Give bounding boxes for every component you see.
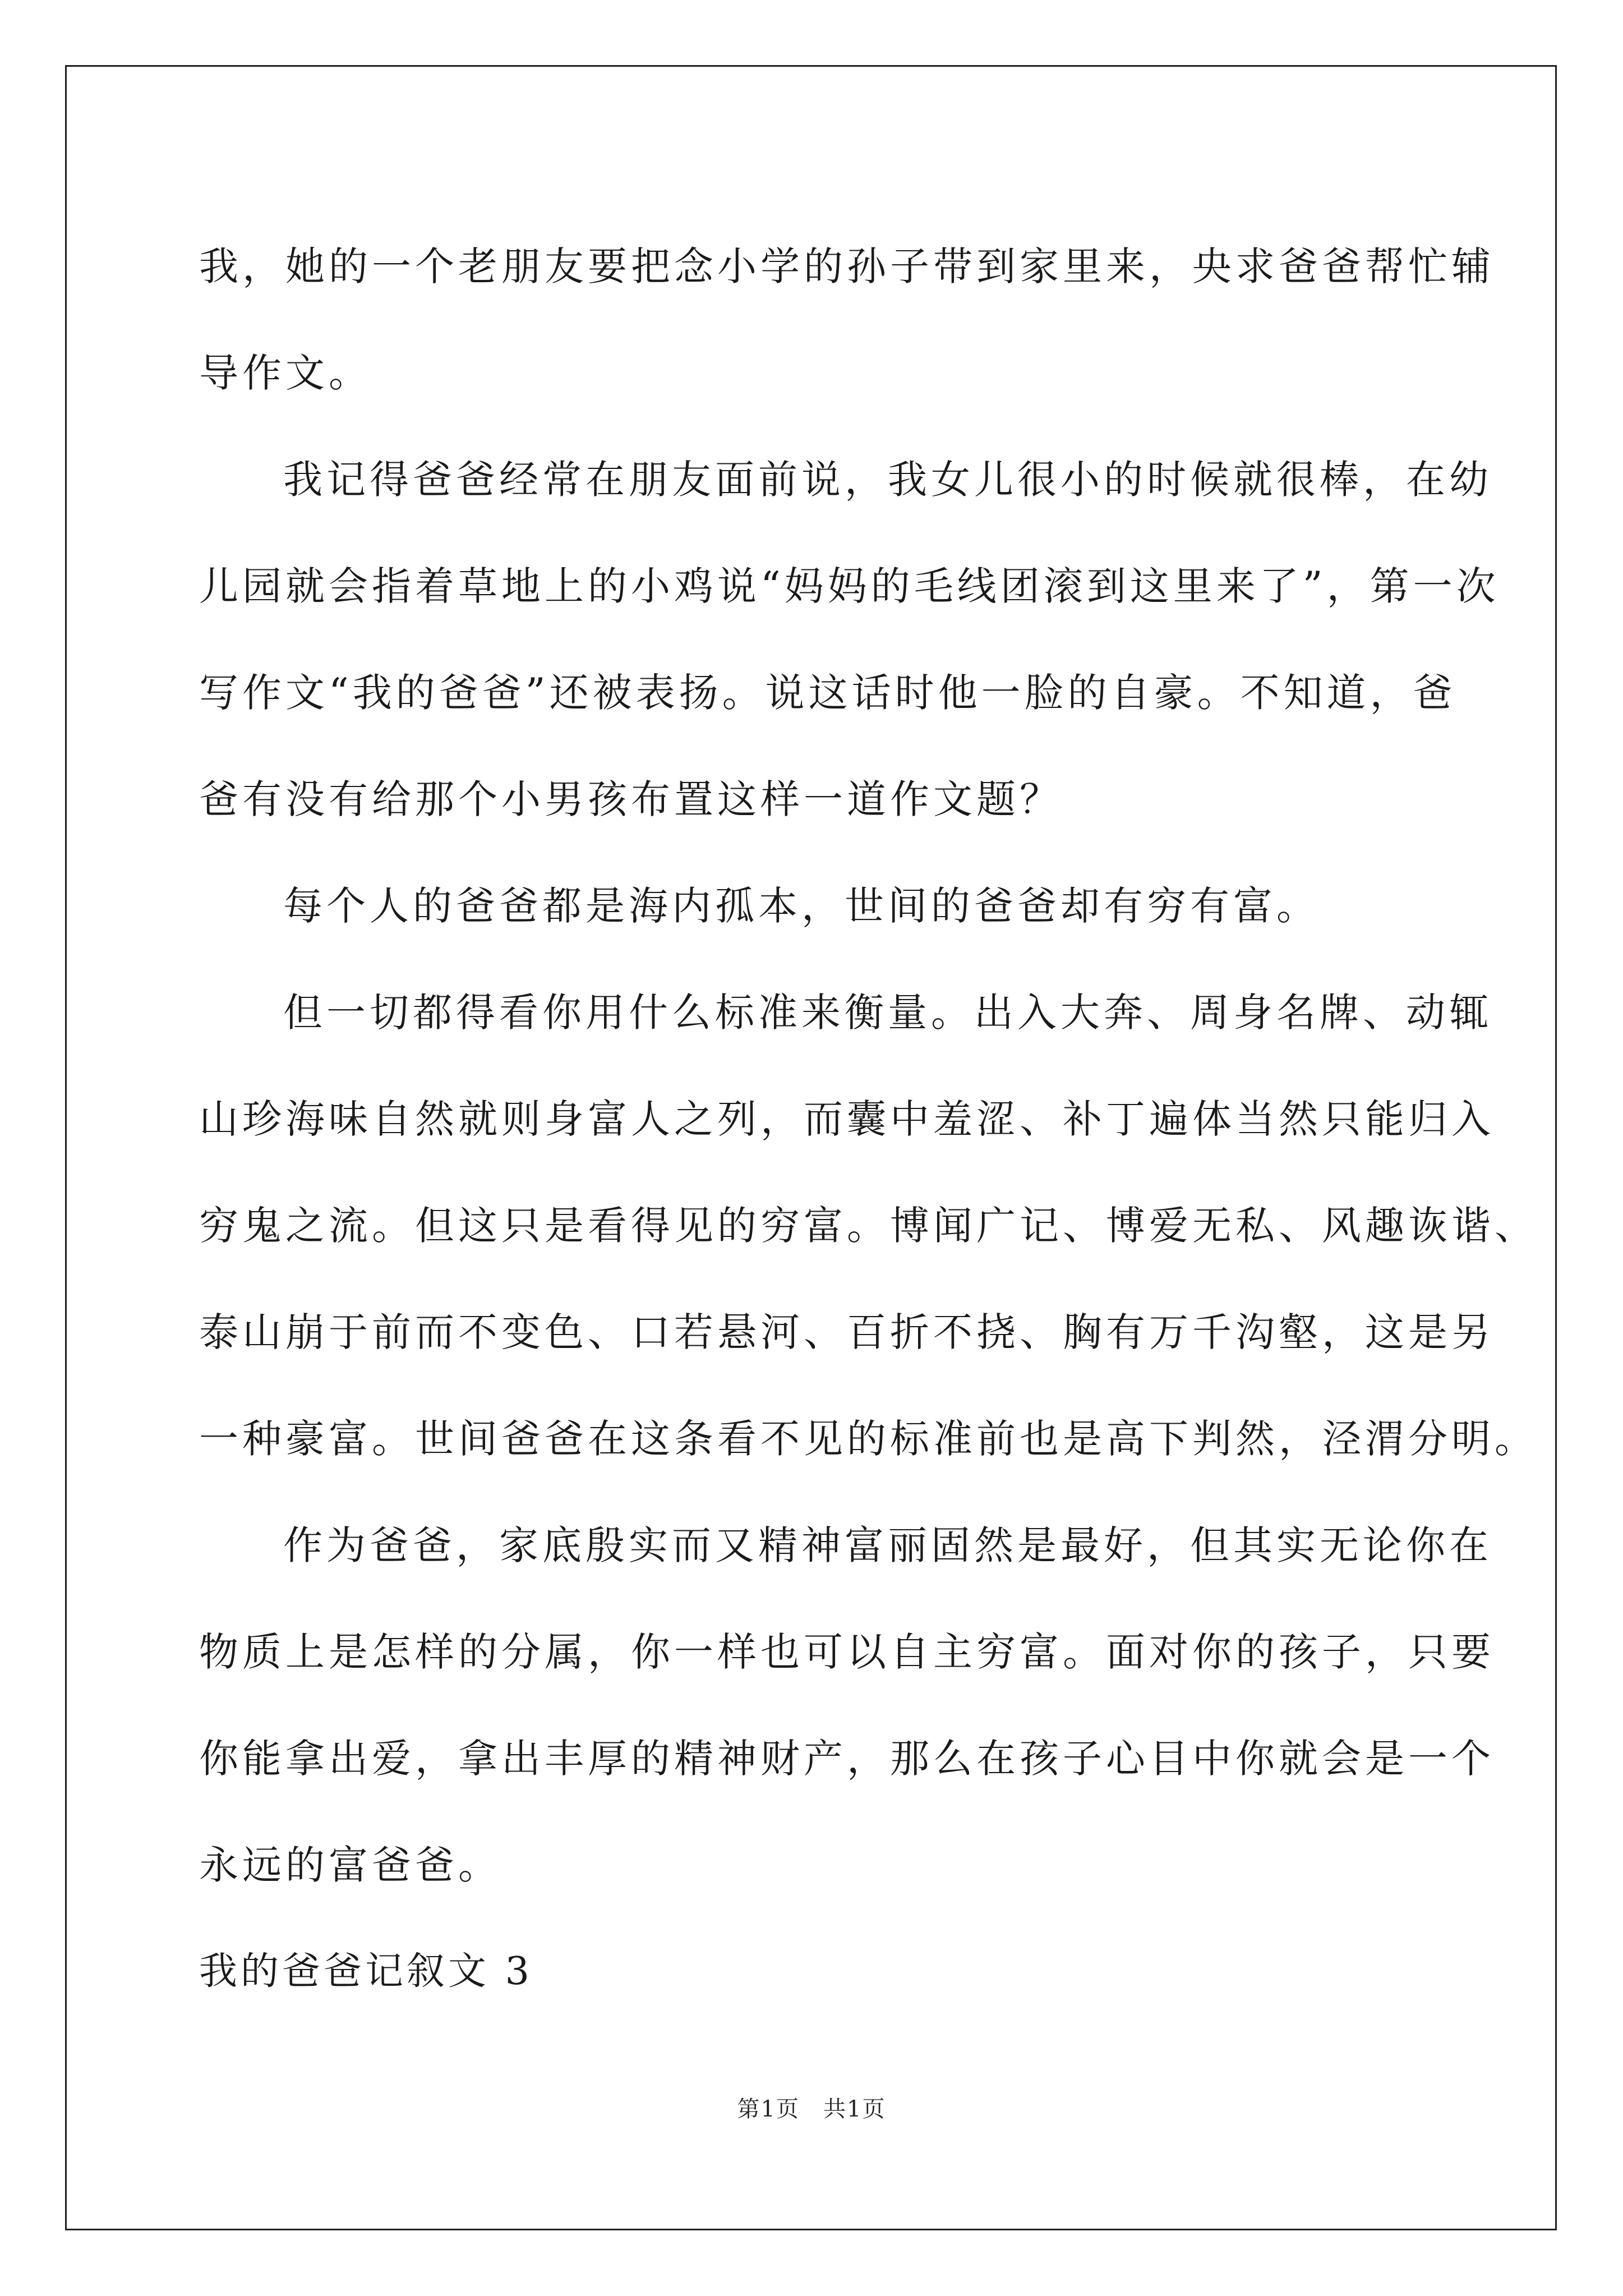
page-number: 第1页 共1页 (737, 2096, 886, 2122)
text-line: 写作文“我的爸爸”还被表扬。说这话时他一脸的自豪。不知道，爸 (199, 670, 1456, 716)
text-line: 物质上是怎样的分属，你一样也可以自主穷富。面对你的孩子，只要 (199, 1629, 1495, 1675)
text-line: 山珍海味自然就则身富人之列，而囊中羞涩、补丁遍体当然只能归入 (199, 1096, 1495, 1142)
page-footer (0, 2091, 1623, 2123)
text-line: 我记得爸爸经常在朋友面前说，我女儿很小的时候就很棒，在幼 (283, 457, 1492, 503)
document-body (199, 213, 1538, 2025)
text-line: 永远的富爸爸。 (199, 1842, 501, 1888)
text-line: 导作文。 (199, 350, 372, 396)
text-line: 作为爸爸，家底殷实而又精神富丽固然是最好，但其实无论你在 (283, 1522, 1492, 1568)
text-line: 儿园就会指着草地上的小鸡说“妈妈的毛线团滚到这里来了”，第一次 (199, 563, 1500, 609)
section-heading: 我的爸爸记叙文 3 (199, 1949, 533, 1994)
text-line: 但一切都得看你用什么标准来衡量。出入大奔、周身名牌、动辄 (283, 990, 1492, 1036)
text-line: 泰山崩于前而不变色、口若悬河、百折不挠、胸有万千沟壑，这是另 (199, 1309, 1495, 1355)
text-line: 一种豪富。世间爸爸在这条看不见的标准前也是高下判然，泾渭分明。 (199, 1416, 1538, 1462)
text-line: 爸有没有给那个小男孩布置这样一道作文题？ (199, 776, 1063, 822)
text-line: 每个人的爸爸都是海内孤本，世间的爸爸却有穷有富。 (283, 883, 1320, 929)
text-line: 你能拿出爱，拿出丰厚的精神财产，那么在孩子心目中你就会是一个 (199, 1736, 1495, 1782)
text-line: 穷鬼之流。但这只是看得见的穷富。博闻广记、博爱无私、风趣诙谐、 (199, 1203, 1538, 1249)
text-line: 我，她的一个老朋友要把念小学的孙子带到家里来，央求爸爸帮忙辅 (199, 243, 1495, 289)
